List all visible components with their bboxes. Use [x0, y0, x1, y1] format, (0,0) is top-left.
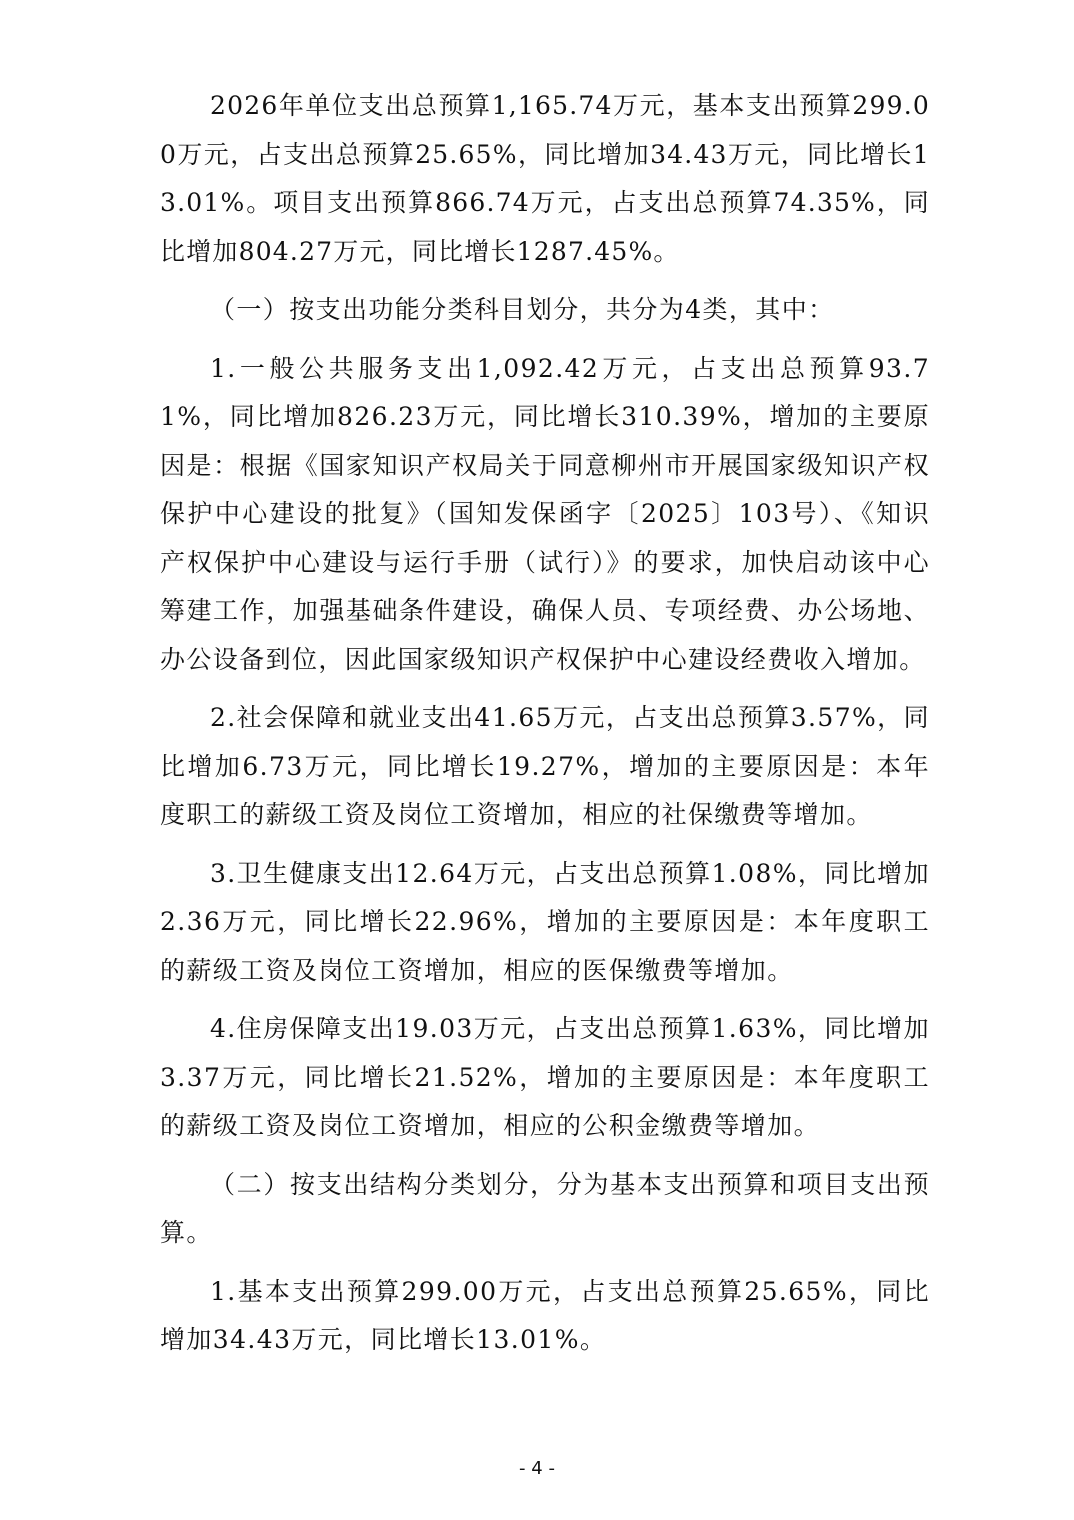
paragraph-health: 3.卫生健康支出12.64万元，占支出总预算1.08%，同比增加2.36万元，同比增长22.96%，增加的主要原因是：本年度职工的薪级工资及岗位工资增加，相应的医保缴费等增加。: [160, 858, 930, 985]
paragraph-structure-classification-heading: （二）按支出结构分类划分，分为基本支出预算和项目支出预算。: [160, 1169, 930, 1247]
paragraph-general-public-services: 1.一般公共服务支出1,092.42万元，占支出总预算93.71%，同比增加826.23万元，同比增长310.39%，增加的主要原因是：根据《国家知识产权局关于同意柳州市开展国家级知识产权保护中心建设的批复》（国知发保函字〔2025〕103号）、《知识产权保护中心建设与运行手册（试行）》的要求，加快启动该中心筹建工作，加强基础条件建设，确保人员、专项经费、办公场地、办公设备到位，因此国家级知识产权保护中心建设经费收入增加。: [160, 353, 930, 674]
paragraph-functional-classification-heading: （一）按支出功能分类科目划分，共分为4类，其中：: [210, 295, 835, 324]
page-number: - 4 -: [519, 1458, 555, 1479]
paragraph-housing: 4.住房保障支出19.03万元，占支出总预算1.63%，同比增加3.37万元，同比增长21.52%，增加的主要原因是：本年度职工的薪级工资及岗位工资增加，相应的公积金缴费等增加。: [160, 1014, 930, 1140]
paragraph-basic-expenditure: 1.基本支出预算299.00万元，占支出总预算25.65%，同比增加34.43万元，同比增长13.01%。: [160, 1276, 930, 1354]
paragraph-budget-summary: 2026年单位支出总预算1,165.74万元，基本支出预算299.00万元，占支出总预算25.65%，同比增加34.43万元，同比增长13.01%。项目支出预算866.74万元，占支出总预算74.35%，同比增加804.27万元，同比增长1287.45%。: [160, 91, 930, 266]
document-body: [160, 82, 930, 1375]
paragraph-social-security: 2.社会保障和就业支出41.65万元，占支出总预算3.57%，同比增加6.73万元，同比增长19.27%，增加的主要原因是：本年度职工的薪级工资及岗位工资增加，相应的社保缴费等增加。: [160, 703, 930, 829]
